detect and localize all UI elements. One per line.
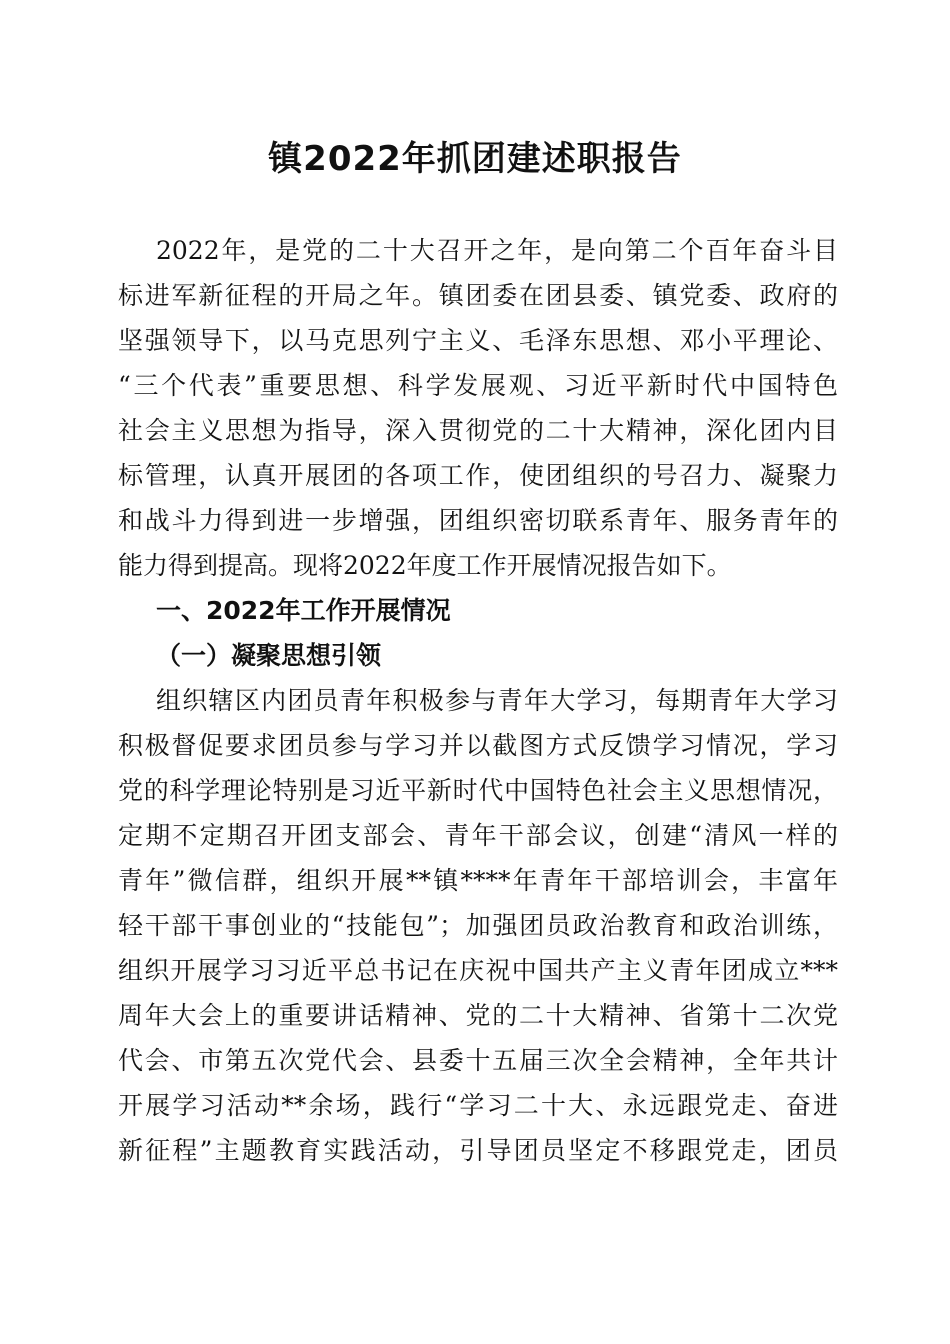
body-line: 新征程”主题教育实践活动，引导团员坚定不移跟党走，团员	[118, 1136, 838, 1165]
intro-line: 2022年，是党的二十大召开之年，是向第二个百年奋斗目	[156, 236, 838, 265]
intro-line: “三个代表”重要思想、科学发展观、习近平新时代中国特色	[118, 371, 838, 400]
section-heading: 一、2022年工作开展情况	[156, 596, 451, 625]
document-title: 镇2022年抓团建述职报告	[268, 139, 682, 179]
intro-line: 和战斗力得到进一步增强，团组织密切联系青年、服务青年的	[118, 506, 838, 535]
intro-line: 坚强领导下，以马克思列宁主义、毛泽东思想、邓小平理论、	[118, 326, 838, 355]
intro-line: 标管理，认真开展团的各项工作，使团组织的号召力、凝聚力	[118, 461, 838, 490]
intro-line: 社会主义思想为指导，深入贯彻党的二十大精神，深化团内目	[118, 416, 838, 445]
body-line: 轻干部干事创业的“技能包”；加强团员政治教育和政治训练，	[118, 911, 838, 940]
body-line: 定期不定期召开团支部会、青年干部会议，创建“清风一样的	[118, 821, 838, 850]
intro-line: 能力得到提高。现将2022年度工作开展情况报告如下。	[118, 551, 732, 580]
body-line: 代会、市第五次党代会、县委十五届三次全会精神，全年共计	[118, 1046, 838, 1075]
body-line: 开展学习活动**余场，践行“学习二十大、永远跟党走、奋进	[118, 1091, 838, 1120]
body-line: 组织开展学习习近平总书记在庆祝中国共产主义青年团成立***	[118, 956, 838, 985]
body-line: 周年大会上的重要讲话精神、党的二十大精神、省第十二次党	[118, 1001, 838, 1030]
body-line: 党的科学理论特别是习近平新时代中国特色社会主义思想情况，	[118, 776, 838, 805]
body-line: 积极督促要求团员参与学习并以截图方式反馈学习情况，学习	[118, 731, 838, 760]
body-line: 组织辖区内团员青年积极参与青年大学习，每期青年大学习	[156, 686, 838, 715]
subsection-heading: （一）凝聚思想引领	[156, 641, 382, 670]
body-line: 青年”微信群，组织开展**镇****年青年干部培训会，丰富年	[118, 866, 838, 895]
intro-line: 标进军新征程的开局之年。镇团委在团县委、镇党委、政府的	[118, 281, 838, 310]
